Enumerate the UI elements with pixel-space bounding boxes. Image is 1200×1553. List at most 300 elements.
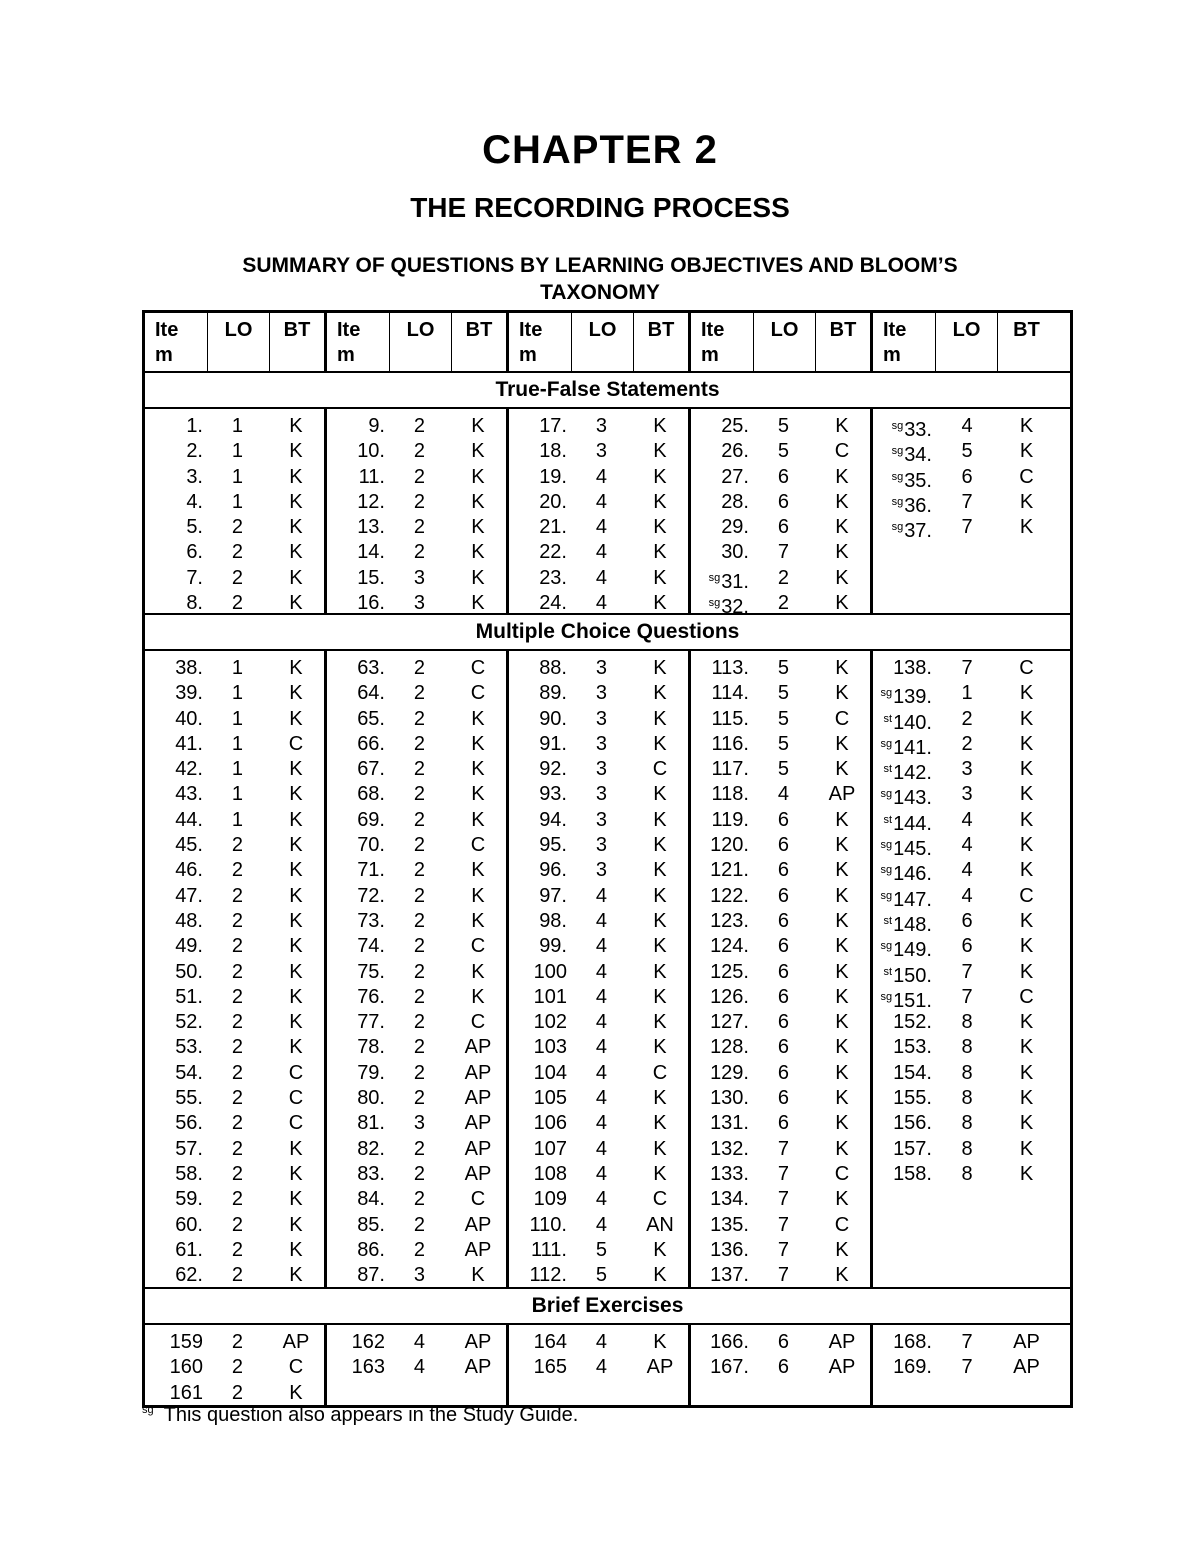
header-bt: BT [634, 313, 691, 371]
header-lo: LO [208, 313, 270, 371]
table-row [691, 732, 870, 757]
item-number: $^{sg}$143. [880, 787, 932, 810]
blooms-level: K [1019, 1036, 1034, 1059]
item-number: 105 [533, 1087, 567, 1110]
table-row [509, 1187, 688, 1212]
item-number: 160 [169, 1356, 203, 1379]
learning-objective: 2 [413, 516, 426, 539]
learning-objective: 2 [231, 1264, 244, 1287]
blooms-level: K [471, 758, 485, 781]
item-number: 21. [539, 516, 567, 539]
table-row [145, 1111, 324, 1136]
learning-objective: 3 [413, 1264, 426, 1287]
table-row [691, 1330, 870, 1355]
item-number: 169. [893, 1356, 932, 1379]
blooms-level: K [289, 884, 303, 907]
item-number: 115. [711, 707, 749, 730]
item-number: 70. [357, 834, 385, 857]
blooms-level: AP [464, 1238, 492, 1261]
learning-objective: 3 [595, 657, 608, 679]
blooms-level: K [835, 834, 849, 857]
table-row [327, 1010, 506, 1035]
table-row [327, 414, 506, 439]
learning-objective: 4 [595, 985, 608, 1008]
item-number: 2. [186, 440, 203, 463]
blooms-level: C [470, 682, 486, 705]
blooms-level: AP [828, 1356, 856, 1379]
table-row [873, 656, 1055, 681]
blooms-level: AP [464, 1036, 492, 1059]
item-number: $^{sg}$151. [880, 989, 932, 1012]
table-row [691, 808, 870, 833]
learning-objective: 2 [231, 935, 244, 958]
learning-objective: 2 [413, 682, 426, 705]
blooms-level: AP [464, 1162, 492, 1185]
blooms-level: AP [464, 1112, 492, 1135]
learning-objective: 8 [961, 1162, 973, 1185]
item-number: 98. [539, 909, 567, 932]
item-number: 4. [186, 490, 203, 513]
learning-objective: 4 [595, 909, 608, 932]
item-number: 69. [357, 808, 385, 831]
item-number: $^{sg}$34. [891, 444, 932, 467]
table-row [145, 1330, 324, 1355]
learning-objective: 1 [231, 657, 244, 679]
table-row [691, 884, 870, 909]
blooms-level: K [289, 808, 303, 831]
item-number: $^{st}$140. [883, 711, 932, 734]
learning-objective: 7 [777, 1238, 790, 1261]
blooms-level: K [653, 1331, 667, 1353]
item-number: 158. [893, 1162, 932, 1185]
table-row [509, 465, 688, 490]
table-row [327, 1137, 506, 1162]
blooms-level: K [1019, 415, 1034, 437]
blooms-level: K [1019, 808, 1034, 831]
blooms-level: K [653, 1036, 667, 1059]
learning-objective: 2 [413, 1087, 426, 1110]
blooms-level: C [1019, 465, 1034, 488]
item-number: 121. [710, 859, 749, 882]
item-number: 25. [721, 415, 749, 437]
item-number: 56. [175, 1112, 203, 1135]
learning-objective: 2 [413, 1036, 426, 1059]
learning-objective: 4 [595, 516, 608, 539]
blooms-level: K [835, 1188, 849, 1211]
blooms-level: K [835, 1137, 849, 1160]
table-row [691, 934, 870, 959]
table-row [691, 1187, 870, 1212]
table-row [691, 782, 870, 807]
item-number: 57. [175, 1137, 203, 1160]
blooms-level: C [834, 1162, 850, 1185]
table-row [327, 934, 506, 959]
item-number: 75. [357, 960, 385, 983]
table-row [691, 1238, 870, 1263]
section-title: True-False Statements [145, 373, 1070, 409]
blooms-level: K [653, 909, 667, 932]
section-body [145, 1325, 1070, 1405]
header-item: Ite m [509, 313, 572, 371]
blooms-level: K [1019, 859, 1034, 882]
item-number: 20. [539, 490, 567, 513]
item-number: 52. [175, 1011, 203, 1034]
table-row [509, 1162, 688, 1187]
blooms-level: K [835, 1264, 849, 1287]
table-row [327, 732, 506, 757]
learning-objective: 6 [777, 1356, 790, 1379]
table-row [145, 960, 324, 985]
learning-objective: 4 [595, 960, 608, 983]
learning-objective: 3 [413, 592, 426, 615]
table-row [509, 707, 688, 732]
source-mark: sg [880, 990, 893, 1003]
column-group [873, 409, 1055, 613]
learning-objective: 2 [231, 1188, 244, 1211]
table-row [509, 414, 688, 439]
learning-objective: 2 [231, 1331, 244, 1353]
table-row [509, 1111, 688, 1136]
blooms-level: K [471, 985, 485, 1008]
item-number: 106 [533, 1112, 567, 1135]
item-number: 157. [893, 1137, 932, 1160]
item-number: 10. [357, 440, 385, 463]
item-number: 64. [357, 682, 385, 705]
blooms-level: K [835, 1238, 849, 1261]
learning-objective: 7 [777, 541, 790, 564]
learning-objective: 2 [413, 808, 426, 831]
table-row [691, 1162, 870, 1187]
item-number: 3. [186, 465, 203, 488]
learning-objective: 3 [595, 682, 608, 705]
table-row [691, 681, 870, 706]
learning-objective: 4 [595, 592, 608, 615]
learning-objective: 7 [777, 1137, 790, 1160]
learning-objective: 3 [595, 707, 608, 730]
table-row [145, 782, 324, 807]
blooms-level: K [1019, 834, 1034, 857]
table-row [509, 439, 688, 464]
item-number: 116. [711, 732, 749, 755]
learning-objective: 1 [231, 732, 244, 755]
item-number: 135. [710, 1213, 749, 1236]
table-row [509, 757, 688, 782]
learning-objective: 3 [595, 440, 608, 463]
column-group [509, 1325, 691, 1405]
learning-objective: 6 [777, 909, 790, 932]
item-number: 5. [186, 516, 203, 539]
blooms-level: K [471, 732, 485, 755]
table-row [873, 414, 1055, 439]
section-title: Multiple Choice Questions [145, 615, 1070, 651]
blooms-level: K [835, 758, 849, 781]
item-number: 82. [357, 1137, 385, 1160]
blooms-level: K [1019, 758, 1034, 781]
learning-objective: 7 [777, 1162, 790, 1185]
item-number: 53. [175, 1036, 203, 1059]
item-number: 49. [175, 935, 203, 958]
learning-objective: 2 [231, 1356, 244, 1379]
learning-objective: 8 [961, 1137, 973, 1160]
column-group [327, 651, 509, 1287]
item-number: 84. [357, 1188, 385, 1211]
blooms-level: K [835, 1087, 849, 1110]
learning-objective: 4 [595, 1188, 608, 1211]
table-row [691, 1263, 870, 1288]
item-number: 109 [533, 1188, 567, 1211]
table-row [145, 833, 324, 858]
learning-objective: 2 [413, 783, 426, 806]
blooms-level: K [835, 884, 849, 907]
learning-objective: 2 [413, 732, 426, 755]
learning-objective: 3 [595, 783, 608, 806]
table-row [145, 439, 324, 464]
table-row [509, 985, 688, 1010]
item-number: 40. [175, 707, 203, 730]
blooms-level: K [835, 541, 849, 564]
source-mark: sg [891, 521, 904, 534]
header-item: Ite m [873, 313, 936, 371]
learning-objective: 2 [231, 1381, 244, 1404]
item-number: 127. [710, 1011, 749, 1034]
learning-objective: 4 [595, 1213, 608, 1236]
table-row [509, 1137, 688, 1162]
learning-objective: 4 [413, 1331, 426, 1353]
item-number: 92. [539, 758, 567, 781]
item-number: 164 [533, 1331, 567, 1353]
item-number: 81. [357, 1112, 385, 1135]
learning-objective: 2 [413, 440, 426, 463]
blooms-level: K [289, 707, 303, 730]
table-row [145, 909, 324, 934]
item-number: 8. [186, 592, 203, 615]
blooms-level: K [1019, 707, 1034, 730]
table-row [509, 591, 688, 616]
learning-objective: 1 [231, 440, 244, 463]
blooms-level: C [288, 1087, 304, 1110]
item-number: 15. [357, 566, 385, 589]
source-mark: sg [708, 571, 721, 584]
header-bt: BT [1013, 319, 1040, 341]
blooms-level: K [1019, 935, 1034, 958]
blooms-level: K [835, 808, 849, 831]
learning-objective: 8 [961, 1011, 973, 1034]
item-number: 154. [893, 1061, 932, 1084]
blooms-level: K [653, 566, 667, 589]
learning-objective: 4 [595, 1137, 608, 1160]
blooms-level: K [289, 1137, 303, 1160]
blooms-level: K [1019, 1061, 1034, 1084]
item-number: 165 [533, 1356, 567, 1379]
learning-objective: 6 [777, 1087, 790, 1110]
table-row [145, 1355, 324, 1380]
table-row [873, 782, 1055, 810]
item-number: 97. [539, 884, 567, 907]
item-number: 13. [357, 516, 385, 539]
blooms-level: C [470, 1188, 486, 1211]
blooms-level: K [653, 1162, 667, 1185]
learning-objective: 3 [595, 415, 608, 437]
section-title: Brief Exercises [145, 1289, 1070, 1325]
blooms-level: K [471, 909, 485, 932]
table-row [145, 757, 324, 782]
table-row [873, 1035, 1055, 1060]
blooms-level: C [1019, 884, 1034, 907]
blooms-level: C [652, 1188, 668, 1211]
table-row [873, 465, 1055, 490]
blooms-level: K [653, 490, 667, 513]
learning-objective: 1 [231, 415, 244, 437]
item-number: 124. [710, 935, 749, 958]
table-row [873, 1162, 1055, 1187]
item-number: 168. [893, 1331, 932, 1353]
learning-objective: 2 [413, 490, 426, 513]
table-row [145, 414, 324, 439]
blooms-level: K [653, 440, 667, 463]
learning-objective: 2 [231, 985, 244, 1008]
table-row [327, 566, 506, 591]
header-lo: LO [390, 313, 452, 371]
table-row [327, 439, 506, 464]
table-row [509, 1355, 688, 1380]
table-row [509, 490, 688, 515]
item-number: 42. [175, 758, 203, 781]
item-number: 26. [721, 440, 749, 463]
blooms-level: AN [646, 1213, 674, 1236]
item-number: 110. [529, 1213, 567, 1236]
item-number: $^{st}$142. [883, 762, 932, 785]
item-number: 86. [357, 1238, 385, 1261]
table-row [691, 566, 870, 591]
item-number: 19. [539, 465, 567, 488]
table-row [145, 985, 324, 1010]
item-number: 126. [710, 985, 749, 1008]
item-number: 72. [357, 884, 385, 907]
item-number: 29. [721, 516, 749, 539]
table-row [509, 934, 688, 959]
learning-objective: 4 [595, 541, 608, 564]
blooms-level: K [289, 960, 303, 983]
column-group [509, 409, 691, 613]
blooms-level: K [289, 1264, 303, 1287]
item-number: 50. [175, 960, 203, 983]
item-number: 12. [357, 490, 385, 513]
item-number: $^{sg}$146. [880, 863, 932, 886]
learning-objective: 6 [777, 935, 790, 958]
item-number: 6. [186, 541, 203, 564]
table-row [327, 591, 506, 616]
header-item: Ite m [327, 313, 390, 371]
item-number: 11. [358, 465, 385, 488]
blooms-level: K [653, 1087, 667, 1110]
blooms-level: K [653, 1112, 667, 1135]
learning-objective: 6 [961, 935, 973, 958]
blooms-level: K [289, 1213, 303, 1236]
footnote-text: This question also appears in the Study Guide. [163, 1404, 579, 1426]
learning-objective: 5 [777, 707, 790, 730]
blooms-level: K [835, 516, 849, 539]
blooms-level: K [289, 1011, 303, 1034]
table-row [691, 1061, 870, 1086]
learning-objective: 2 [231, 1036, 244, 1059]
learning-objective: 4 [595, 1011, 608, 1034]
learning-objective: 1 [231, 783, 244, 806]
blooms-level: K [835, 859, 849, 882]
table-row [145, 707, 324, 732]
blooms-level: K [471, 440, 485, 463]
blooms-level: K [835, 465, 849, 488]
item-number: 131. [710, 1112, 749, 1135]
column-group [873, 651, 1055, 1287]
item-number: $^{st}$144. [883, 812, 932, 835]
table-row [327, 465, 506, 490]
learning-objective: 6 [961, 909, 973, 932]
table-row [691, 909, 870, 934]
table-row [691, 1111, 870, 1136]
table-row [691, 656, 870, 681]
table-row [145, 566, 324, 591]
item-number: 134. [710, 1188, 749, 1211]
learning-objective: 2 [231, 1137, 244, 1160]
blooms-level: K [1019, 440, 1034, 463]
item-number: 67. [357, 758, 385, 781]
table-row [509, 1263, 688, 1288]
item-number: 93. [539, 783, 567, 806]
learning-objective: 4 [595, 490, 608, 513]
item-number: 95. [539, 834, 567, 857]
item-number: $^{sg}$37. [891, 520, 932, 543]
table-row [509, 960, 688, 985]
table-row [873, 960, 1055, 985]
blooms-level: C [1019, 985, 1034, 1008]
learning-objective: 2 [777, 592, 790, 615]
learning-objective: 1 [231, 682, 244, 705]
table-row [509, 566, 688, 591]
item-number: 130. [710, 1087, 749, 1110]
learning-objective: 7 [961, 1331, 973, 1353]
header-lo: LO [936, 313, 998, 371]
item-number: 18. [539, 440, 567, 463]
learning-objective: 2 [231, 541, 244, 564]
blooms-level: K [471, 592, 485, 615]
table-row [509, 1061, 688, 1086]
learning-objective: 2 [413, 1213, 426, 1236]
blooms-level: K [471, 808, 485, 831]
learning-objective: 2 [961, 707, 973, 730]
item-number: 55. [175, 1087, 203, 1110]
blooms-level: K [835, 1011, 849, 1034]
table-row [509, 1010, 688, 1035]
learning-objective: 2 [413, 960, 426, 983]
blooms-level: K [653, 1264, 667, 1287]
blooms-level: K [1019, 682, 1034, 705]
blooms-level: K [289, 1188, 303, 1211]
item-number: 74. [357, 935, 385, 958]
header-lo: LO [572, 313, 634, 371]
column-group [327, 409, 509, 613]
table-row [327, 1035, 506, 1060]
table-row [327, 515, 506, 540]
item-number: 16. [357, 592, 385, 615]
learning-objective: 2 [413, 707, 426, 730]
header-bt: BT [816, 313, 873, 371]
item-number: 7. [186, 566, 203, 589]
table-row [145, 681, 324, 706]
table-row [145, 1263, 324, 1288]
blooms-level: C [834, 1213, 850, 1236]
learning-objective: 1 [231, 808, 244, 831]
table-row [145, 1137, 324, 1162]
